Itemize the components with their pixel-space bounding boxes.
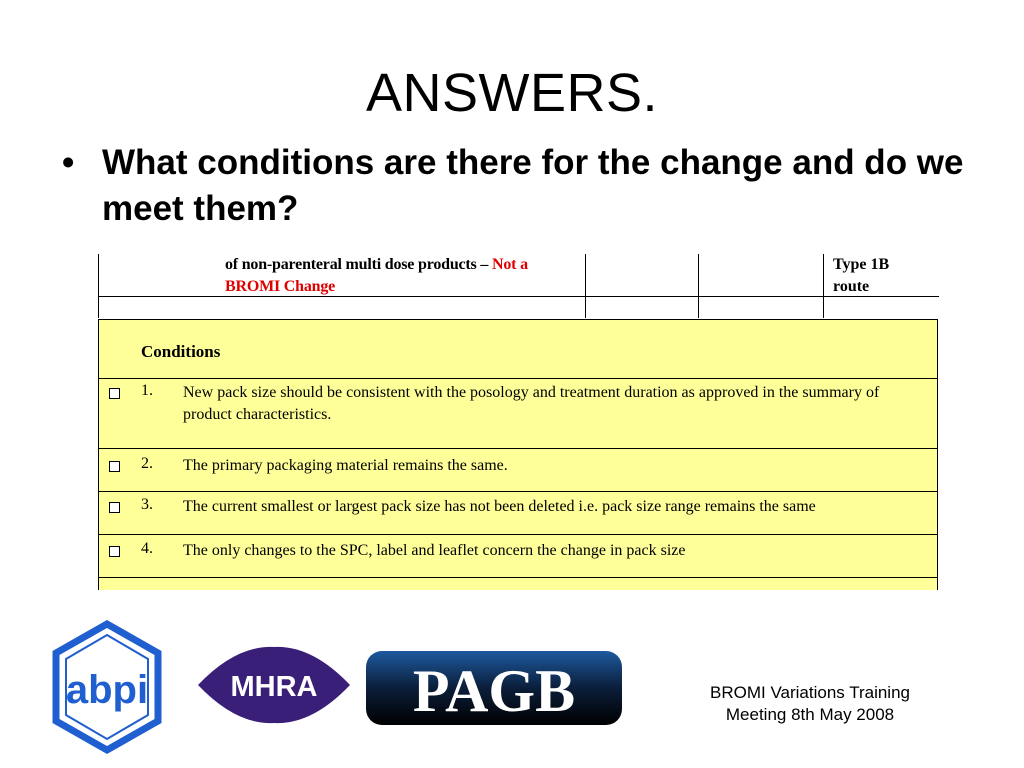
checkbox-icon	[109, 546, 120, 557]
condition-number: 1.	[141, 382, 153, 399]
bullet-text: What conditions are there for the change and do we meet them?	[102, 143, 964, 228]
bromi-change-note: BROMI Change	[225, 278, 336, 295]
checkbox-icon	[109, 388, 120, 399]
mhra-logo	[196, 643, 352, 727]
route-label: Type 1B route	[833, 256, 890, 295]
slide-title: ANSWERS.	[365, 63, 659, 123]
bullet-marker: •	[62, 143, 75, 182]
footer-line-1: BROMI Variations Training	[710, 683, 910, 702]
checkbox-icon	[109, 461, 120, 472]
abpi-logo-text: abpi	[65, 668, 149, 712]
change-description	[225, 254, 585, 298]
abpi-logo	[46, 618, 168, 756]
pagb-logo-text: PAGB	[412, 658, 576, 724]
not-bromi-note: Not a	[491, 256, 528, 273]
condition-number: 4.	[141, 540, 153, 557]
condition-text: The primary packaging material remains the same.	[183, 457, 508, 474]
condition-number: 3.	[141, 496, 153, 513]
mhra-logo-text: MHRA	[230, 671, 318, 703]
change-description-text: of non-parenteral multi dose products –	[225, 256, 492, 273]
conditions-heading: Conditions	[141, 342, 221, 361]
condition-text: The current smallest or largest pack size has not been deleted i.e. pack size range remains the same	[183, 498, 816, 515]
checkbox-icon	[109, 502, 120, 513]
condition-number: 2.	[141, 455, 153, 472]
footer-caption	[680, 682, 940, 726]
footer-line-2: Meeting 8th May 2008	[725, 705, 895, 724]
conditions-section	[98, 319, 938, 590]
condition-text: The only changes to the SPC, label and leaflet concern the change in pack size	[183, 542, 686, 559]
bullet-item	[62, 140, 982, 232]
condition-text: New pack size should be consistent with the posology and treatment duration as approved in the summary of product characteristics.	[183, 384, 880, 423]
pagb-logo	[366, 651, 622, 725]
table-header-row	[98, 254, 939, 318]
conditions-table	[96, 254, 939, 590]
